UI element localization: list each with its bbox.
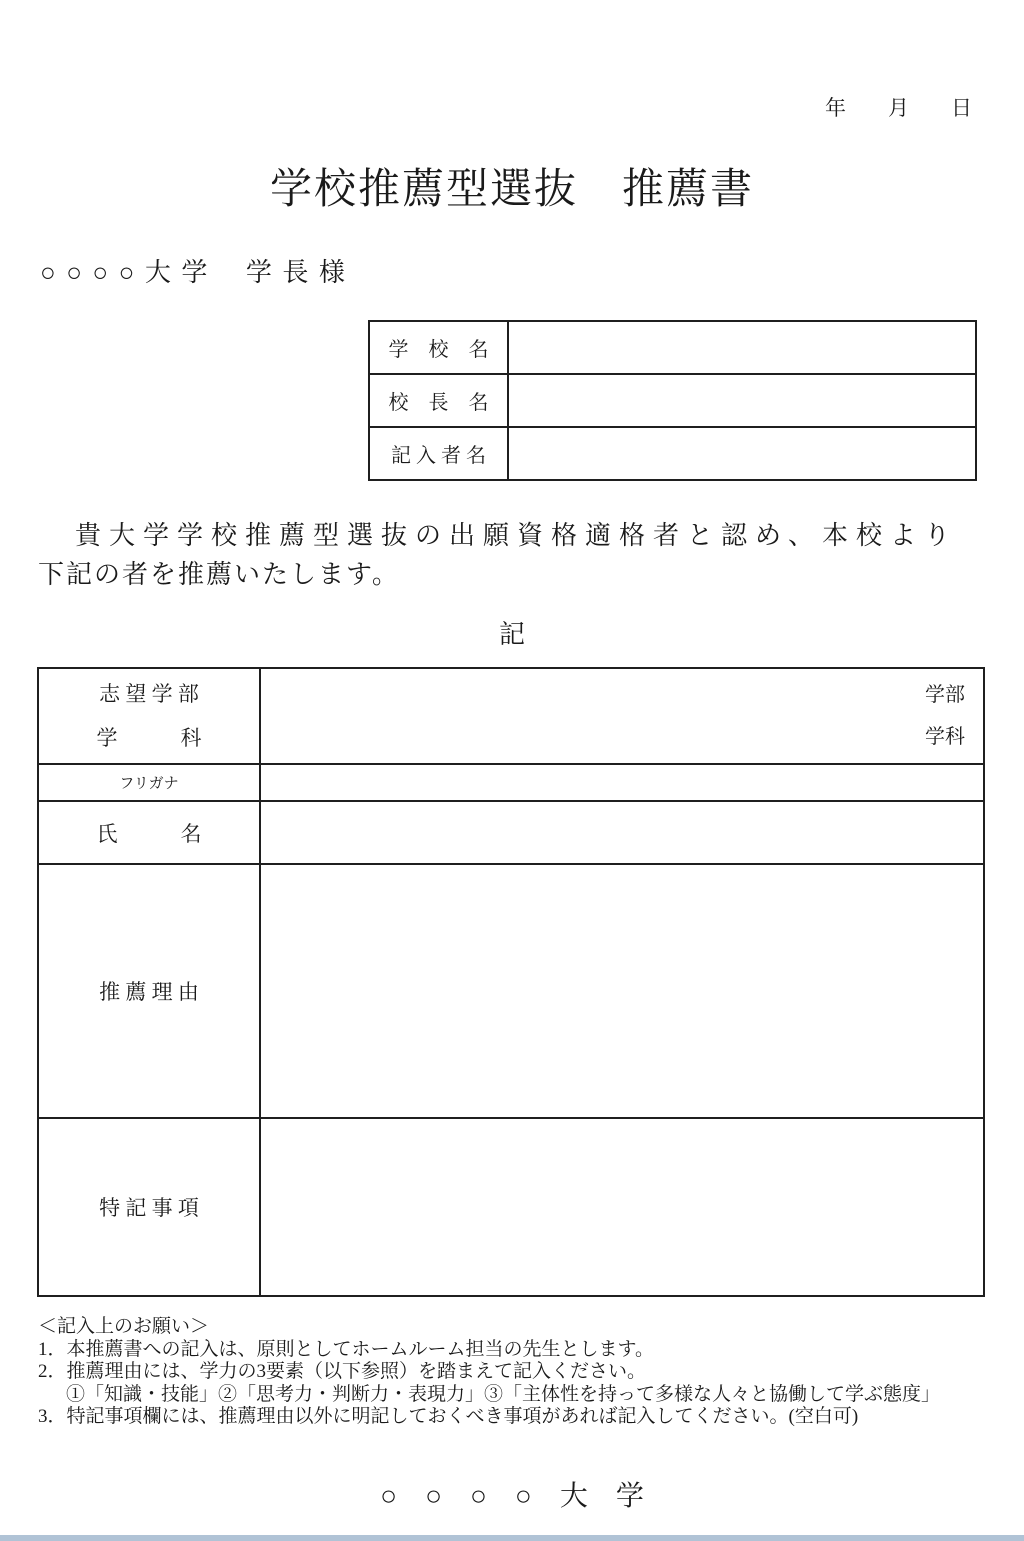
school-name-label: 学 校 名 [369,321,508,374]
desired-faculty-label-line1: 志 望 学 部 [99,682,199,706]
name-input[interactable] [260,801,984,864]
special-notes-row [38,1118,984,1296]
furigana-label: フリガナ [38,764,260,801]
note-item-2-detail: ①「知識・技能」②「思考力・判断力・表現力」③「主体性を持って多様な人々と協働して学ぶ態度」 [66,1383,941,1405]
bottom-edge-bar [0,1535,1024,1541]
school-info-table [368,320,977,481]
principal-name-label: 校 長 名 [369,374,508,427]
writer-name-input[interactable] [508,427,976,480]
body-paragraph [38,516,988,594]
writer-name-label: 記 入 者 名 [369,427,508,480]
university-name: ○ ○ ○ ○ 大 学 [380,1481,644,1512]
desired-faculty-label-line2: 学 科 [96,726,202,750]
note-item-3: 3．特記事項欄には、推薦理由以外に明記しておくべき事項があれば記入してください。(空白可) [38,1406,859,1427]
school-name-input[interactable] [508,321,976,374]
addressee-line: ○ ○ ○ ○ 大 学 学 長 様 [40,258,347,287]
page-title: 学校推薦型選抜 推薦書 [269,167,754,213]
special-notes-label: 特 記 事 項 [38,1118,260,1296]
principal-name-row [369,374,976,427]
note-item-1: 1．本推薦書への記入は、原則としてホームルーム担当の先生とします。 [38,1338,654,1360]
department-unit-label: 学科 [925,726,965,748]
recommendation-reason-input[interactable] [260,864,984,1118]
writer-name-row [369,427,976,480]
desired-faculty-label [38,668,260,764]
notes-section [38,1316,988,1429]
desired-faculty-input[interactable] [260,668,984,764]
recommendation-reason-label: 推 薦 理 由 [38,864,260,1118]
faculty-unit-label: 学部 [925,684,965,706]
furigana-row [38,764,984,801]
name-label: 氏 名 [38,801,260,864]
note-item-2: 2．推薦理由には、学力の3要素（以下参照）を踏まえて記入ください。 [38,1361,647,1382]
desired-faculty-row [38,668,984,764]
furigana-input[interactable] [260,764,984,801]
record-heading: 記 [498,620,525,649]
school-name-row [369,321,976,374]
name-row [38,801,984,864]
body-text-line-2: 下記の者を推薦いたします。 [38,560,400,589]
recommendation-reason-row [38,864,984,1118]
special-notes-input[interactable] [260,1118,984,1296]
notes-heading: ＜記入上のお願い＞ [38,1316,210,1337]
principal-name-input[interactable] [508,374,976,427]
applicant-table [37,667,985,1297]
body-text-line-1: 貴大学学校推薦型選抜の出願資格適格者と認め、本校より [75,521,958,550]
date-line: 年 月 日 [825,96,972,120]
